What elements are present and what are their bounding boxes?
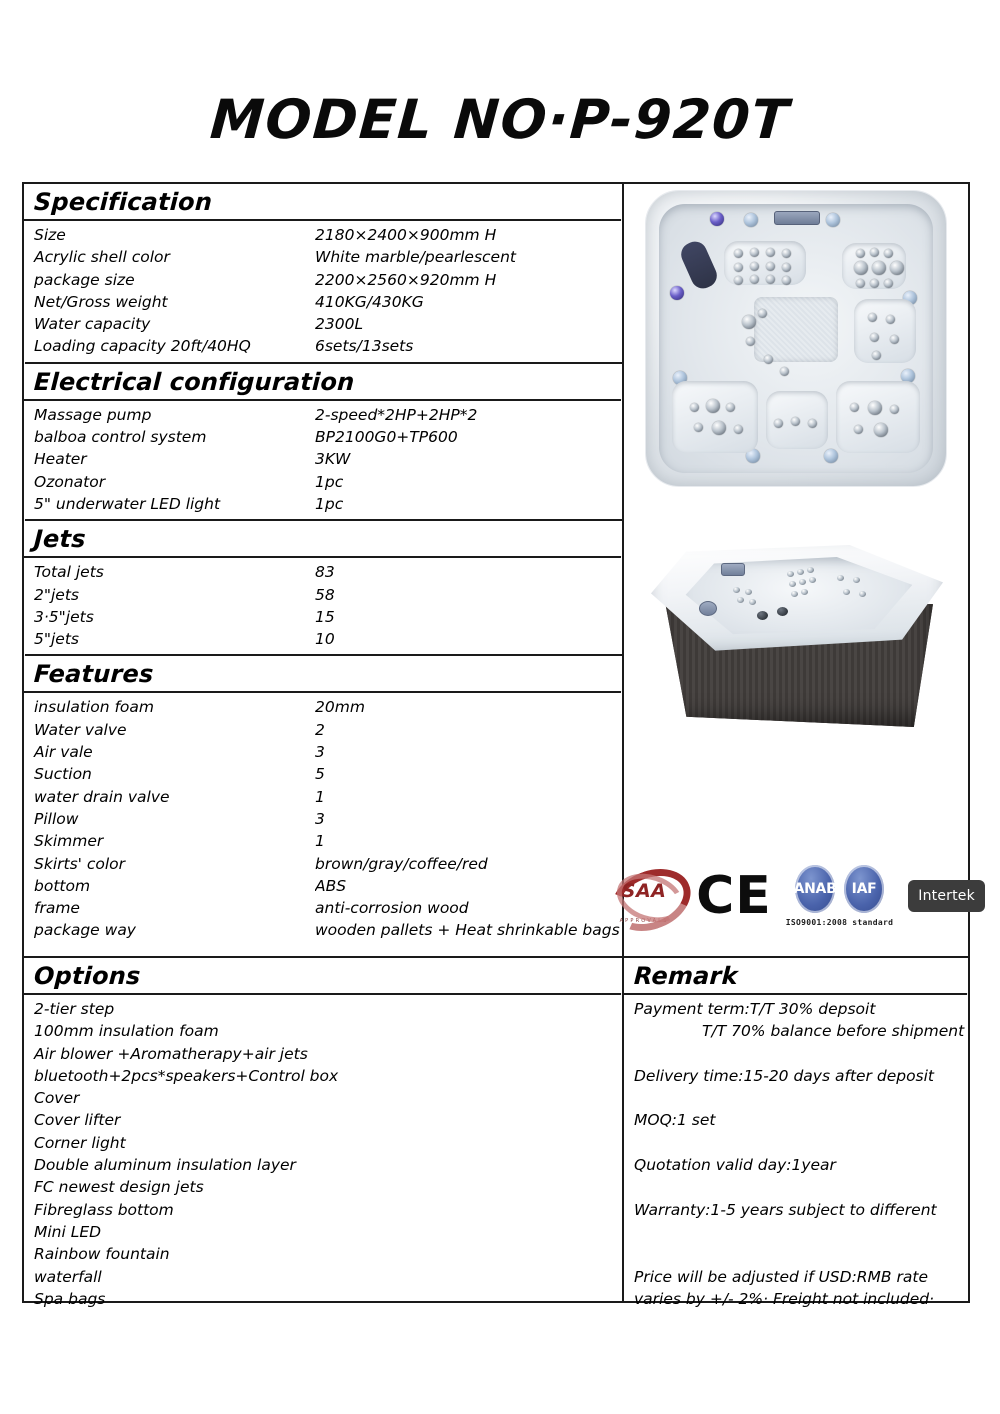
row-label: Water valve — [34, 720, 127, 739]
jet-icon — [749, 599, 756, 605]
row-value: 2-speed*2HP+2HP*2 — [315, 405, 478, 424]
section-heading-specification: Specification — [23, 184, 623, 221]
anab-logo-icon: ANAB — [795, 865, 835, 913]
section-rows-jets — [24, 558, 622, 654]
intertek-logo-icon: Intertek — [908, 880, 985, 912]
list-item: 100mm insulation foam — [34, 1022, 219, 1041]
jet-icon — [809, 577, 816, 583]
row-label: Size — [34, 226, 66, 244]
row-value: 3 — [315, 809, 325, 828]
row-value: 1 — [315, 787, 325, 806]
row-label: 5" underwater LED light — [34, 494, 221, 513]
jet-icon — [782, 249, 791, 258]
row-label: Heater — [34, 450, 87, 469]
jet-icon — [746, 337, 755, 346]
jet-icon — [870, 279, 879, 288]
list-item: Corner light — [34, 1133, 126, 1152]
section-heading-jets: Jets — [23, 519, 623, 558]
jet-icon — [807, 567, 814, 573]
jet-icon — [777, 607, 788, 616]
jet-icon — [870, 333, 879, 342]
hot-tub-angled-view-illustration — [637, 527, 955, 742]
remark-spacer — [624, 1087, 968, 1109]
seat-area — [854, 299, 916, 363]
saa-mark — [607, 869, 681, 917]
topside-control-icon — [699, 601, 717, 616]
table-row — [24, 606, 622, 628]
section-heading-options: Options — [23, 958, 623, 995]
jet-icon — [853, 577, 860, 583]
jet-icon — [780, 367, 789, 376]
row-value: 10 — [315, 630, 335, 649]
jet-icon — [854, 425, 863, 434]
table-row — [24, 853, 622, 875]
section-heading-remark: Remark — [623, 958, 969, 995]
jet-icon — [872, 351, 881, 360]
table-row — [24, 584, 622, 606]
table-row — [24, 628, 622, 650]
seat-area — [836, 381, 920, 453]
remark-spacer — [624, 1132, 968, 1154]
table-row — [24, 786, 622, 808]
jet-icon — [890, 405, 899, 414]
jet-icon — [782, 263, 791, 272]
jet-icon — [766, 275, 775, 284]
certification-logos — [619, 850, 975, 942]
hot-tub-top-view-illustration — [645, 190, 947, 487]
jet-icon — [712, 421, 726, 435]
row-label: Skimmer — [34, 832, 104, 851]
jet-icon — [734, 276, 743, 285]
jet-icon — [890, 335, 899, 344]
jet-icon — [808, 419, 817, 428]
led-light-icon — [710, 212, 724, 226]
row-value: 6sets/13sets — [315, 337, 414, 356]
row-label: 2"jets — [34, 585, 79, 604]
iso-logo-row — [795, 865, 884, 913]
row-value: 2 — [315, 720, 325, 739]
row-label: Total jets — [34, 563, 104, 582]
row-value: 410KG/430KG — [315, 292, 424, 311]
section-remark — [622, 958, 968, 1308]
product-photo-angled-view — [624, 487, 968, 742]
jet-icon — [750, 275, 759, 284]
saa-logo-icon — [607, 862, 681, 930]
page-title: MODEL NO·P-920T — [208, 88, 792, 151]
jet-icon — [824, 449, 838, 463]
list-item: FC newest design jets — [34, 1178, 204, 1197]
iso-certification-group — [786, 859, 893, 933]
list-item: Mini LED — [34, 1222, 102, 1241]
jet-icon — [886, 315, 895, 324]
section-rows-features — [24, 693, 622, 945]
table-row — [24, 919, 622, 941]
row-label: 3·5"jets — [34, 607, 94, 626]
jet-icon — [884, 279, 893, 288]
row-label: Skirts' color — [34, 854, 126, 873]
row-value: wooden pallets + Heat shrinkable bags — [315, 921, 620, 940]
remark-line: T/T 70% balance before shipment — [702, 1022, 965, 1041]
table-row — [24, 471, 622, 493]
list-item: Cover — [34, 1089, 80, 1108]
remark-spacer — [624, 1221, 968, 1243]
product-photo-top-view — [624, 184, 968, 487]
options-list — [24, 995, 622, 1314]
section-specification — [24, 184, 622, 362]
jet-icon — [734, 425, 743, 434]
remark-list — [624, 995, 968, 1314]
table-row — [24, 763, 622, 785]
remark-line: Delivery time:15-20 days after deposit — [634, 1066, 935, 1085]
jet-icon — [750, 248, 759, 257]
row-label: Pillow — [34, 809, 79, 828]
row-value: 58 — [315, 585, 335, 604]
jet-icon — [745, 589, 752, 595]
jet-icon — [742, 315, 756, 329]
remark-line: Quotation valid day:1year — [634, 1156, 836, 1175]
table-row — [24, 719, 622, 741]
row-label: water drain valve — [34, 787, 170, 806]
jet-icon — [758, 309, 767, 318]
row-label: Water capacity — [34, 315, 151, 334]
jet-icon — [799, 579, 806, 585]
table-row — [24, 561, 622, 583]
jet-icon — [884, 249, 893, 258]
jet-icon — [868, 401, 882, 415]
section-jets — [24, 519, 622, 654]
jet-icon — [791, 417, 800, 426]
jet-icon — [870, 248, 879, 257]
table-row — [24, 404, 622, 426]
remark-line: MOQ:1 set — [634, 1111, 716, 1130]
saa-logo-sublabel: APPROVALS — [619, 917, 669, 924]
ce-mark-icon — [696, 862, 771, 930]
jet-icon — [856, 249, 865, 258]
remark-line: varies by +/- 2%· Freight not included· — [634, 1289, 935, 1308]
jet-icon — [757, 611, 768, 620]
table-row — [24, 269, 622, 291]
jet-icon — [787, 571, 794, 577]
section-electrical-configuration — [24, 362, 622, 519]
row-value: 83 — [315, 563, 335, 582]
table-row — [24, 808, 622, 830]
row-value: anti-corrosion wood — [315, 899, 469, 918]
row-value: 1pc — [315, 494, 344, 513]
jet-icon — [874, 423, 888, 437]
jet-icon — [750, 262, 759, 271]
list-item: Double aluminum insulation layer — [34, 1156, 296, 1175]
ce-letter-e: E — [735, 866, 771, 926]
spec-sheet-table — [22, 182, 975, 1308]
jet-icon — [843, 589, 850, 595]
list-item: Air blower +Aromatherapy+air jets — [34, 1044, 308, 1063]
jet-icon — [801, 589, 808, 595]
table-row — [24, 313, 622, 335]
section-heading-electrical-configuration: Electrical configuration — [23, 362, 623, 401]
jet-icon — [797, 569, 804, 575]
jet-icon — [837, 575, 844, 581]
table-row — [24, 426, 622, 448]
row-value: brown/gray/coffee/red — [315, 854, 488, 873]
options-remark-split — [24, 956, 968, 1308]
row-label: insulation foam — [34, 698, 154, 717]
row-label: bottom — [34, 876, 91, 895]
jet-icon — [856, 279, 865, 288]
led-light-icon — [670, 286, 684, 300]
section-heading-features: Features — [23, 654, 623, 693]
iso-standard-caption: ISO9001:2008 standard — [785, 918, 894, 927]
row-label: Net/Gross weight — [34, 292, 168, 311]
row-label: package way — [34, 921, 136, 940]
row-value: 1 — [315, 832, 325, 851]
list-item: Spa bags — [34, 1289, 106, 1308]
list-item: Fibreglass bottom — [34, 1200, 174, 1219]
jet-icon — [859, 591, 866, 597]
row-label: Loading capacity 20ft/40HQ — [34, 337, 251, 356]
jet-icon — [826, 213, 840, 227]
footwell-area — [754, 297, 838, 362]
row-label: frame — [34, 899, 80, 918]
remark-spacer — [624, 1043, 968, 1065]
jet-icon — [890, 261, 904, 275]
row-label: Ozonator — [34, 472, 106, 491]
row-label: package size — [34, 270, 135, 289]
table-row — [24, 875, 622, 897]
table-row — [24, 493, 622, 515]
jet-icon — [734, 263, 743, 272]
table-row — [24, 335, 622, 357]
jet-icon — [734, 249, 743, 258]
row-value: 1pc — [315, 472, 344, 491]
section-rows-specification — [24, 221, 622, 362]
list-item: bluetooth+2pcs*speakers+Control box — [34, 1066, 339, 1085]
table-row — [24, 830, 622, 852]
row-value: 20mm — [315, 698, 365, 717]
table-row — [24, 291, 622, 313]
control-panel-icon — [774, 211, 820, 225]
list-item: waterfall — [34, 1267, 102, 1286]
iaf-logo-icon: IAF — [844, 865, 884, 913]
row-value: 2300L — [315, 315, 364, 334]
jet-icon — [872, 261, 886, 275]
row-value: 3KW — [315, 450, 351, 469]
jet-icon — [694, 423, 703, 432]
remark-line: Payment term:T/T 30% depsoit — [634, 1000, 876, 1018]
jet-icon — [706, 399, 720, 413]
row-label: Massage pump — [34, 405, 152, 424]
list-item: Cover lifter — [34, 1111, 121, 1130]
remark-spacer — [624, 1176, 968, 1198]
remark-line: Warranty:1-5 years subject to different — [634, 1200, 937, 1219]
row-value: 15 — [315, 607, 335, 626]
control-panel-icon — [721, 563, 745, 576]
jet-icon — [737, 597, 744, 603]
list-item: Rainbow fountain — [34, 1245, 170, 1264]
jet-icon — [789, 581, 796, 587]
jet-icon — [733, 587, 740, 593]
section-options — [24, 958, 622, 1308]
remark-spacer — [624, 1243, 968, 1265]
jet-icon — [690, 403, 699, 412]
jet-icon — [774, 419, 783, 428]
row-label: 5"jets — [34, 630, 79, 649]
row-value: 2200×2560×920mm H — [315, 270, 497, 289]
row-value: 2180×2400×900mm H — [315, 226, 497, 244]
seat-area — [672, 381, 758, 453]
row-value: White marble/pearlescent — [315, 248, 516, 267]
section-rows-electrical-configuration — [24, 401, 622, 519]
ce-letter-c: C — [696, 866, 733, 926]
row-value: BP2100G0+TP600 — [315, 428, 458, 447]
table-row — [24, 897, 622, 919]
jet-icon — [744, 213, 758, 227]
jet-icon — [766, 262, 775, 271]
jet-icon — [726, 403, 735, 412]
table-row — [24, 741, 622, 763]
table-row — [24, 224, 622, 246]
saa-logo-label: SAA — [621, 879, 667, 902]
row-label: balboa control system — [34, 428, 207, 447]
jet-icon — [782, 276, 791, 285]
jet-icon — [764, 355, 773, 364]
row-value: 5 — [315, 765, 325, 784]
row-label: Suction — [34, 765, 92, 784]
section-features — [24, 654, 622, 945]
jet-icon — [791, 591, 798, 597]
row-label: Acrylic shell color — [34, 248, 170, 267]
row-label: Air vale — [34, 743, 93, 762]
row-value: 3 — [315, 743, 325, 762]
table-row — [24, 448, 622, 470]
table-row — [24, 696, 622, 718]
jet-icon — [850, 403, 859, 412]
row-value: ABS — [315, 876, 347, 895]
table-row — [24, 246, 622, 268]
jet-icon — [854, 261, 868, 275]
list-item: 2-tier step — [34, 1000, 115, 1018]
remark-line: Price will be adjusted if USD:RMB rate — [634, 1267, 928, 1286]
jet-icon — [868, 313, 877, 322]
jet-icon — [766, 248, 775, 257]
